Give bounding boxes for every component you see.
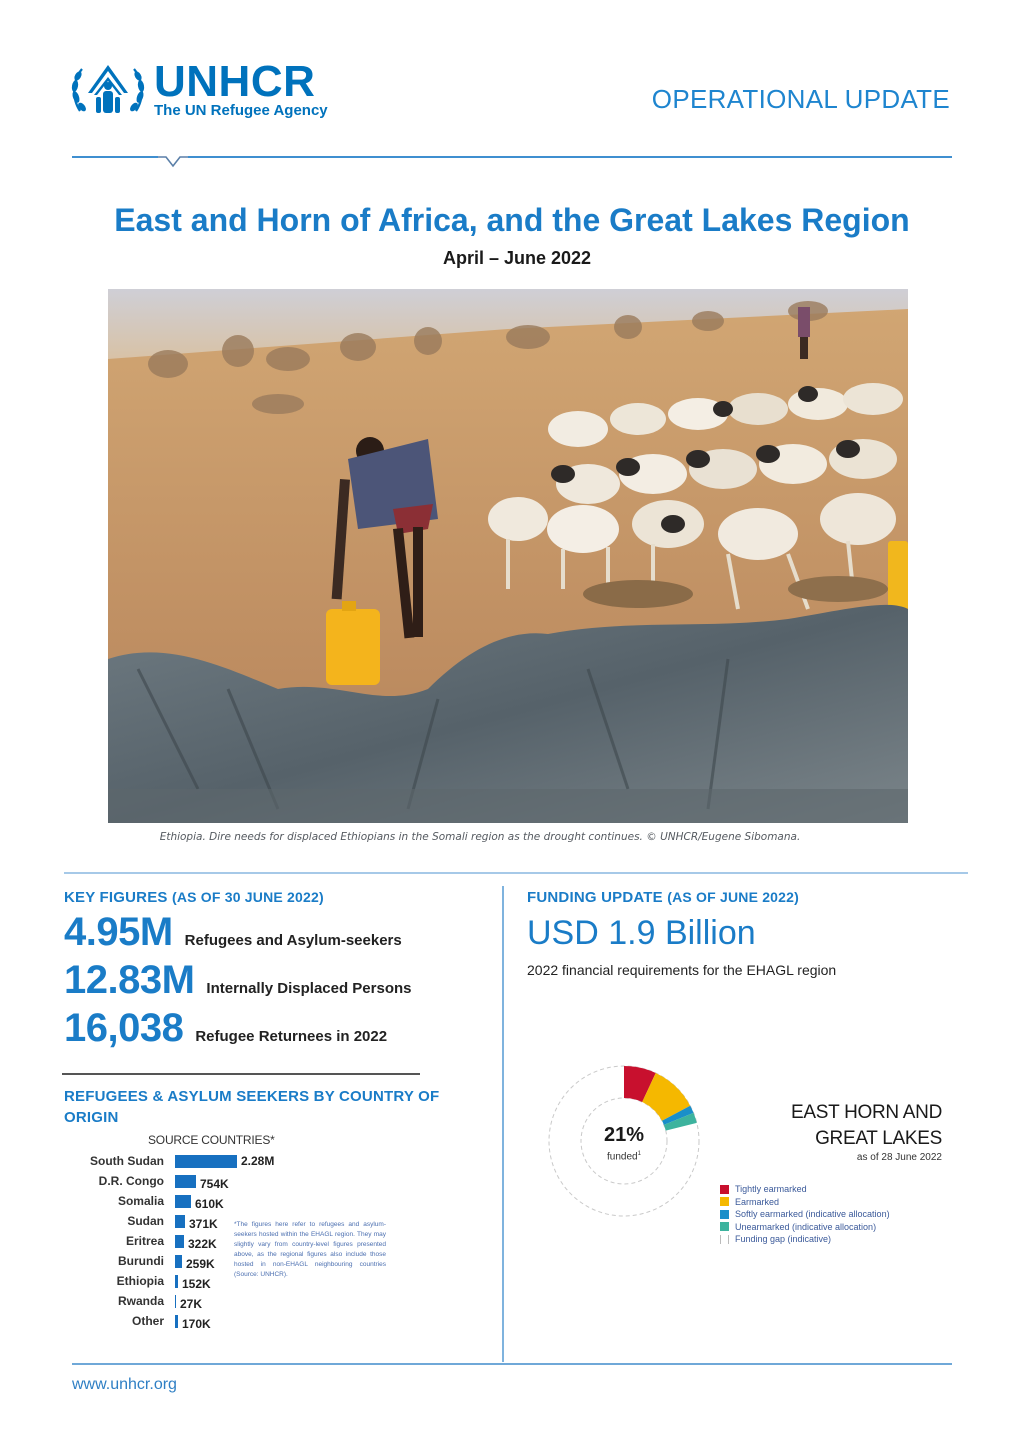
bar [175, 1175, 196, 1188]
document-type-label: OPERATIONAL UPDATE [651, 84, 950, 114]
bar-country-label: Sudan [127, 1214, 164, 1228]
report-period: April – June 2022 [442, 248, 592, 268]
legend-swatch [720, 1197, 729, 1206]
key-figure-returnees [64, 1006, 387, 1051]
bar [175, 1275, 178, 1288]
bar [175, 1195, 191, 1208]
key-figure-idps [64, 958, 412, 1003]
website-link[interactable]: www.unhcr.org [72, 1376, 177, 1393]
bar-country-label: D.R. Congo [98, 1174, 164, 1188]
unhcr-emblem-icon [70, 59, 146, 123]
legend-label: Unearmarked (indicative allocation) [735, 1221, 877, 1232]
funding-requirement-label: 2022 financial requirements for the EHAGL region [527, 962, 837, 978]
bar [175, 1315, 178, 1328]
bar-country-label: Burundi [118, 1254, 164, 1268]
bar [175, 1235, 184, 1248]
funding-date-note: (AS OF JUNE 2022) [667, 889, 800, 905]
bar-value-label: 322K [188, 1237, 217, 1251]
logo-tagline: The UN Refugee Agency [154, 102, 328, 119]
funding-chart-title [740, 1100, 942, 1152]
origin-bar-row [80, 1211, 218, 1231]
donut-footnote-marker: 1 [637, 1151, 641, 1157]
donut-funded-text: funded [607, 1151, 638, 1163]
bar [175, 1295, 176, 1308]
origin-bar-row [80, 1231, 217, 1251]
donut-funded-label [547, 1151, 701, 1162]
origin-bar-row [80, 1171, 229, 1191]
page-title: East and Horn of Africa, and the Great Lakes Region [114, 202, 910, 238]
key-figure-refugees [64, 910, 402, 955]
key-figures-heading [64, 889, 324, 906]
origin-chart-title: SOURCE COUNTRIES* [148, 1133, 275, 1147]
funding-legend [720, 1183, 890, 1246]
header-divider [72, 156, 952, 158]
bar-country-label: Somalia [117, 1194, 164, 1208]
key-figure-label: Internally Displaced Persons [206, 980, 412, 997]
funding-chart-title-line2: GREAT LAKES [815, 1128, 942, 1149]
legend-item [720, 1208, 890, 1221]
origin-bar-row [80, 1271, 211, 1291]
origin-bar-row [80, 1191, 224, 1211]
legend-swatch [720, 1210, 729, 1219]
bar-country-label: Other [131, 1314, 164, 1328]
bar-country-label: South Sudan [90, 1154, 164, 1168]
key-figure-value: 12.83M [64, 958, 195, 1002]
legend-label: Earmarked [735, 1196, 780, 1207]
bar-value-label: 152K [182, 1277, 211, 1291]
key-figure-value: 16,038 [64, 1006, 184, 1050]
bar [175, 1255, 182, 1268]
funding-chart-title-line1: EAST HORN AND [791, 1102, 942, 1123]
origin-bar-row [80, 1291, 202, 1311]
photo-caption: Ethiopia. Dire needs for displaced Ethiopians in the Somali region as the drought continues. © UNHCR/Eugene Sibomana. [159, 831, 801, 843]
bar-value-label: 371K [189, 1217, 218, 1231]
legend-swatch [720, 1185, 729, 1194]
legend-label: Funding gap (indicative) [735, 1234, 832, 1245]
donut-funded-percent: 21% [603, 1124, 645, 1146]
key-figure-value: 4.95M [64, 910, 173, 954]
legend-swatch [720, 1222, 729, 1231]
legend-item [720, 1196, 890, 1209]
origin-footnote: *The figures here refer to refugees and asylum-seekers hosted within the EHAGL region. They may slightly vary from country-level figures presented above, as the regional figures also include those hosted in non-EHAGL neighbouring countries (Source: UNHCR). [234, 1221, 386, 1278]
bar-value-label: 2.28M [241, 1154, 275, 1168]
drought-scene-image [108, 289, 908, 823]
bar-value-label: 27K [180, 1297, 203, 1311]
funding-chart-date: as of 28 June 2022 [856, 1152, 942, 1163]
section-divider [64, 872, 968, 874]
unhcr-logo [70, 58, 350, 124]
key-figure-label: Refugees and Asylum-seekers [184, 932, 402, 949]
funding-requirement-amount: USD 1.9 Billion [527, 914, 756, 952]
cover-photo [108, 289, 908, 823]
origin-bar-row [80, 1251, 215, 1271]
funding-heading-text: FUNDING UPDATE [527, 889, 663, 906]
key-figures-divider [62, 1073, 420, 1075]
legend-label: Softly earmarked (indicative allocation) [735, 1209, 890, 1220]
column-divider [502, 886, 504, 1362]
bar-value-label: 610K [195, 1197, 224, 1211]
bar-country-label: Ethiopia [116, 1274, 164, 1288]
funding-heading [527, 889, 799, 906]
bar-country-label: Rwanda [117, 1294, 164, 1308]
legend-item [720, 1183, 890, 1196]
bar-value-label: 754K [200, 1177, 229, 1191]
bar [175, 1215, 185, 1228]
bar [175, 1155, 237, 1168]
origin-heading: REFUGEES & ASYLUM SEEKERS BY COUNTRY OF ORIGIN [64, 1088, 440, 1126]
footer-divider [72, 1363, 952, 1365]
legend-item [720, 1221, 890, 1234]
bar-value-label: 170K [182, 1317, 211, 1331]
bar-value-label: 259K [186, 1257, 215, 1271]
key-figure-label: Refugee Returnees in 2022 [195, 1028, 388, 1045]
legend-swatch [720, 1235, 729, 1244]
legend-label: Tightly earmarked [735, 1184, 807, 1195]
key-figures-date-note: (AS OF 30 JUNE 2022) [172, 889, 324, 905]
bar-country-label: Eritrea [125, 1234, 164, 1248]
logo-name: UNHCR [154, 57, 316, 106]
legend-item [720, 1233, 890, 1246]
origin-bar-row [80, 1311, 211, 1331]
origin-bar-row [80, 1151, 274, 1171]
divider-notch-icon [158, 154, 188, 174]
key-figures-heading-text: KEY FIGURES [64, 889, 168, 906]
